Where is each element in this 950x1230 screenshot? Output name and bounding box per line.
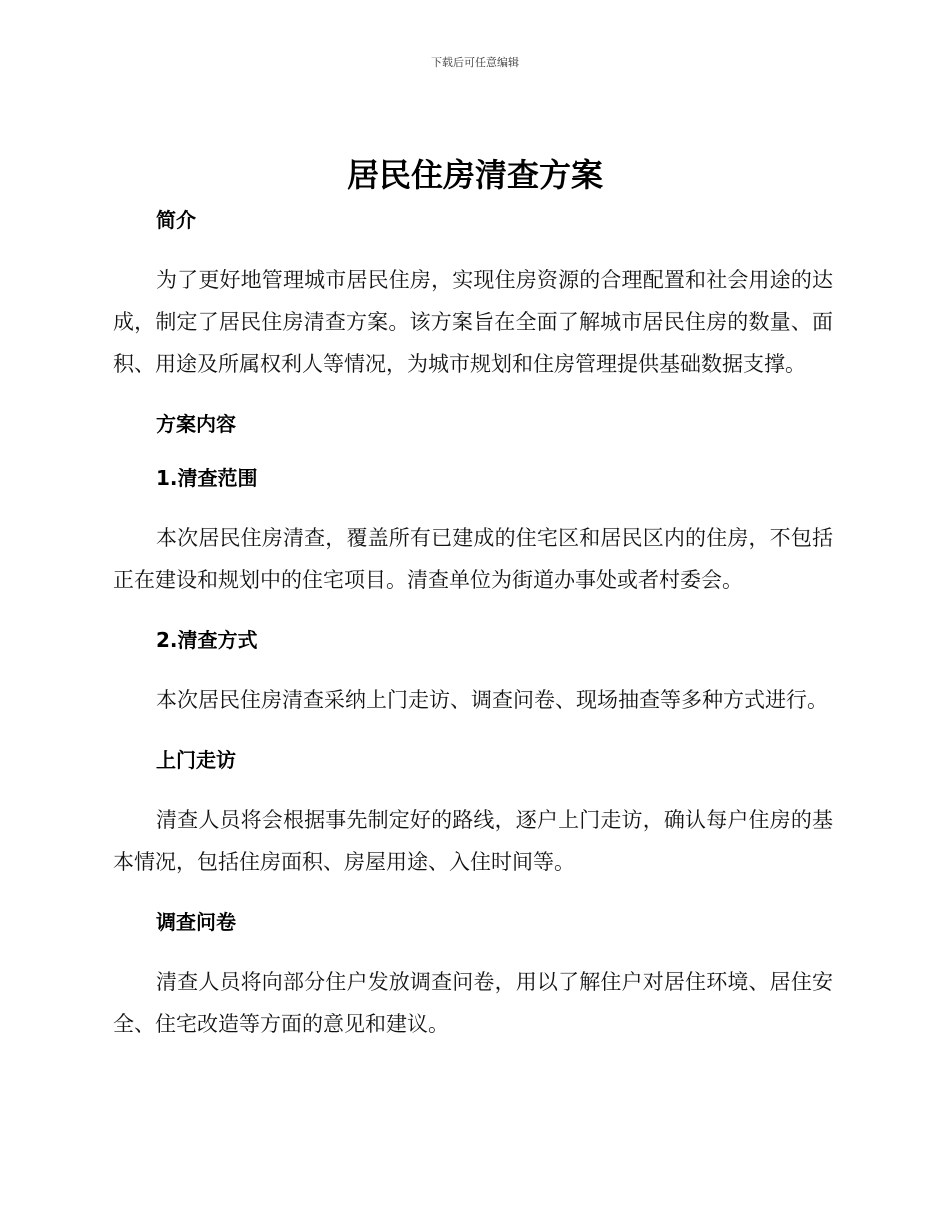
section-paragraph-method: 本次居民住房清查采纳上门走访、调查问卷、现场抽查等多种方式进行。 xyxy=(156,688,828,712)
section-paragraph-intro: 为了更好地管理城市居民住房，实现住房资源的合理配置和社会用途的达成，制定了居民住房清查方案。该方案旨在全面了解城市居民住房的数量、面积、用途及所属权利人等情况，为城市规划和住房管理提供基础数据支撑。 xyxy=(113,268,833,376)
section-heading-method: 2.清查方式 xyxy=(156,628,258,652)
header-note: 下载后可任意编辑 xyxy=(431,56,519,69)
section-heading-home-visit: 上门走访 xyxy=(156,748,236,772)
section-heading-plan-content: 方案内容 xyxy=(156,412,236,436)
section-heading-scope: 1.清查范围 xyxy=(156,466,258,490)
section-heading-intro: 简介 xyxy=(156,208,196,232)
section-heading-questionnaire: 调查问卷 xyxy=(156,910,236,934)
section-paragraph-scope: 本次居民住房清查，覆盖所有已建成的住宅区和居民区内的住房，不包括正在建设和规划中的住宅项目。清查单位为街道办事处或者村委会。 xyxy=(113,526,833,592)
document-title: 居民住房清查方案 xyxy=(346,156,603,194)
section-paragraph-questionnaire: 清查人员将向部分住户发放调查问卷，用以了解住户对居住环境、居住安全、住宅改造等方面的意见和建议。 xyxy=(113,970,833,1036)
document-body xyxy=(113,205,833,1045)
section-paragraph-home-visit: 清查人员将会根据事先制定好的路线，逐户上门走访，确认每户住房的基本情况，包括住房面积、房屋用途、入住时间等。 xyxy=(113,808,833,874)
